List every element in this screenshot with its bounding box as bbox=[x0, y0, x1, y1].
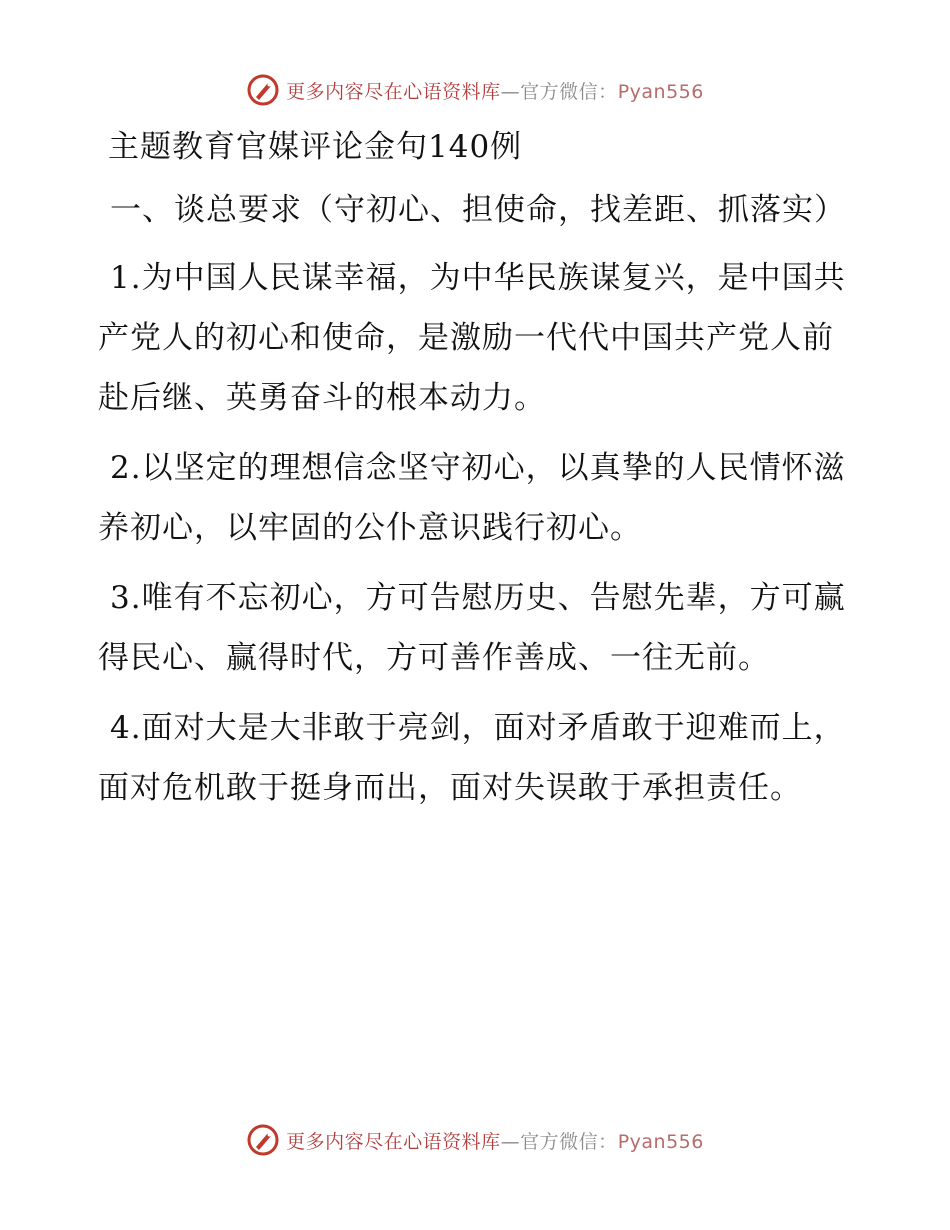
watermark-dash: — bbox=[500, 1130, 521, 1153]
paragraph-item: 4.面对大是大非敢于亮剑，面对矛盾敢于迎难而上，面对危机敢于挺身而出，面对失误敢于承担责任。 bbox=[98, 710, 846, 806]
watermark-wechat-label: 官方微信： bbox=[520, 80, 618, 103]
watermark-main-text: 更多内容尽在心语资料库 bbox=[286, 1130, 501, 1153]
paragraph-item: 1.为中国人民谋幸福，为中华民族谋复兴，是中国共产党人的初心和使命，是激励一代代中国共产党人前赴后继、英勇奋斗的根本动力。 bbox=[98, 260, 846, 416]
footer-watermark bbox=[0, 1120, 950, 1160]
watermark-group bbox=[246, 73, 704, 107]
watermark-text bbox=[286, 1127, 704, 1154]
pen-nib-logo-icon bbox=[246, 73, 280, 107]
paragraph-item: 3.唯有不忘初心，方可告慰历史、告慰先辈，方可赢得民心、赢得时代，方可善作善成、一往无前。 bbox=[98, 580, 846, 676]
header-watermark bbox=[0, 70, 950, 110]
document-body bbox=[98, 122, 858, 828]
pen-nib-logo-icon bbox=[246, 1123, 280, 1157]
document-title: 主题教育官媒评论金句140例 bbox=[108, 129, 523, 165]
watermark-text bbox=[286, 77, 704, 104]
watermark-dash: — bbox=[500, 80, 521, 103]
section-heading: 一、谈总要求（守初心、担使命，找差距、抓落实） bbox=[110, 192, 846, 228]
watermark-main-text: 更多内容尽在心语资料库 bbox=[286, 80, 501, 103]
paragraph-item: 2.以坚定的理想信念坚守初心，以真挚的人民情怀滋养初心，以牢固的公仆意识践行初心。 bbox=[98, 450, 846, 546]
watermark-group bbox=[246, 1123, 704, 1157]
watermark-wechat-label: 官方微信： bbox=[520, 1130, 618, 1153]
watermark-wechat-id: Pyan556 bbox=[617, 1130, 704, 1153]
watermark-wechat-id: Pyan556 bbox=[617, 80, 704, 103]
